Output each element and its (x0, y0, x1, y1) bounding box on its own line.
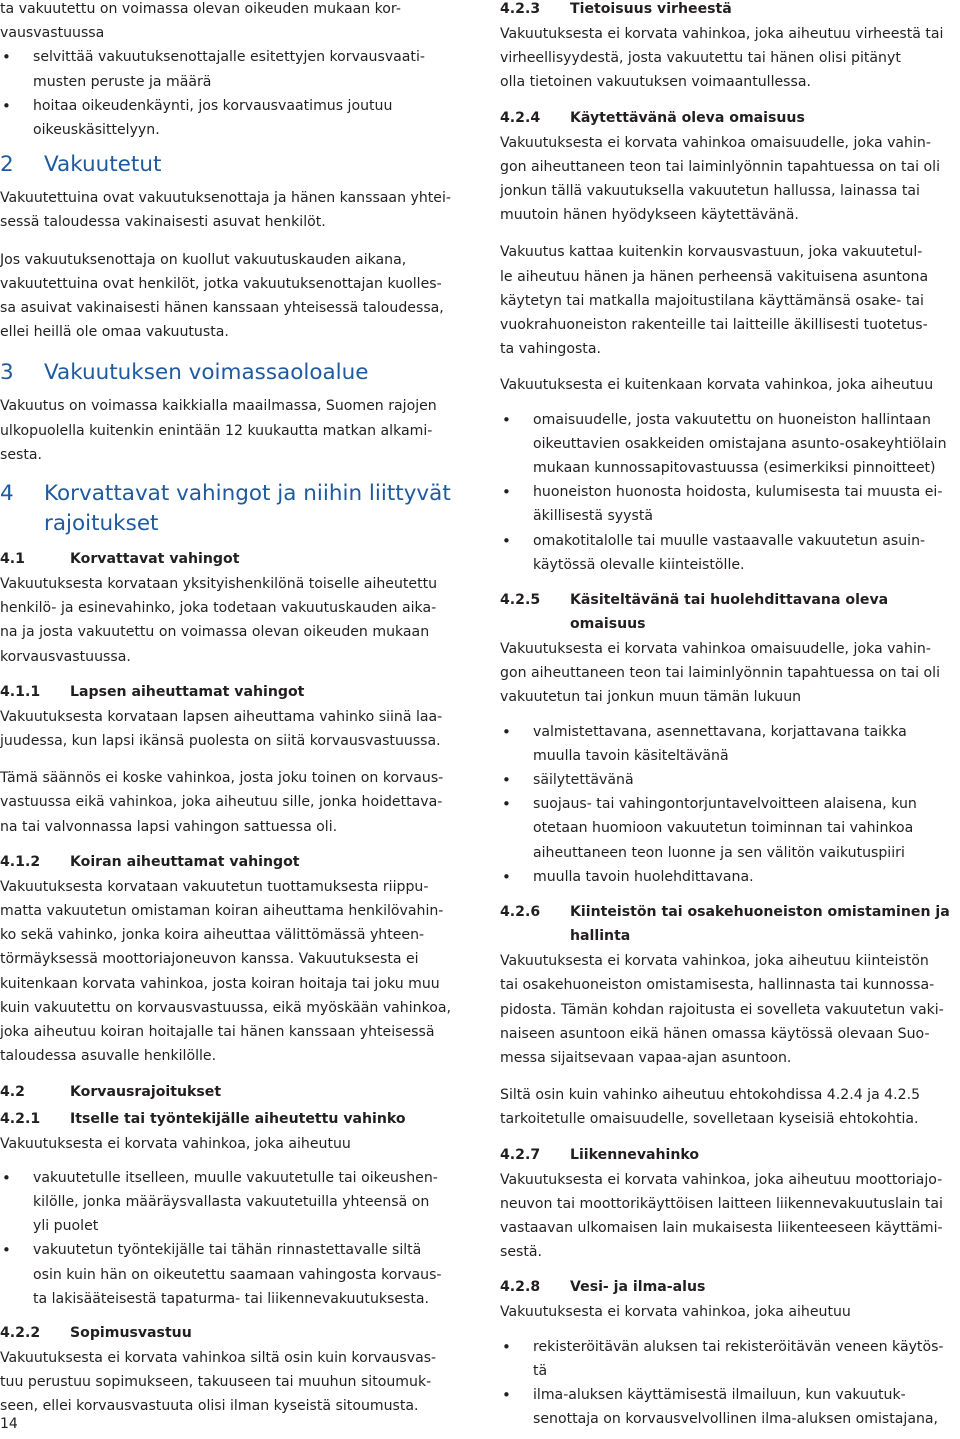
section-heading-3 (0, 358, 462, 388)
subsection-title: Tietoisuus virheestä (570, 1, 732, 17)
subsection-heading-4-2 (0, 1080, 462, 1104)
section-title: Korvattavat vahingot ja niihin liittyvät rajoitukset (44, 481, 451, 537)
subsection-title: Korvausrajoitukset (70, 1083, 222, 1100)
subsection-number: 4.2.8 (500, 1279, 541, 1296)
paragraph: Vakuutuksesta ei korvata vahinkoa, joka aiheutuu (500, 1304, 851, 1321)
subsection-title: Käytettävänä oleva omaisuus (570, 109, 805, 126)
paragraph: Vakuutuksesta ei korvata vahinkoa siltä osin kuin korvausvas- tuu perustuu sopimukseen, takuuseen tai muuhun sitoumuk- seen, ellei korvausvastuuta olisi ilman kyseistä sitoumusta. (0, 1349, 437, 1415)
paragraph: Vakuutuksesta ei kuitenkaan korvata vahinkoa, joka aiheutuu (500, 377, 934, 394)
subsection-heading-4-1-1 (0, 680, 462, 704)
list-item: • rekisteröitävän aluksen tai rekisteröitävän veneen käytös- tä (500, 1335, 960, 1383)
section-number: 4 (0, 481, 14, 507)
subsection-title: Korvattavat vahingot (70, 551, 240, 568)
paragraph: Vakuutuksesta ei korvata vahinkoa, joka aiheutuu virheestä tai virheellisyydestä, josta vakuutettu tai hänen olisi pitänyt olla tietoinen vakuutuksen voimaantullessa. (500, 26, 944, 91)
carryover-line-1: ta vakuutettu on voimassa olevan oikeuden mukaan kor- (0, 1, 401, 17)
section-heading-2 (0, 150, 462, 180)
carryover-line-2: vausvastuussa (0, 25, 105, 42)
paragraph: Vakuutuksesta ei korvata vahinkoa omaisuudelle, joka vahin- gon aiheuttaneen teon tai laiminlyönnin tapahtuessa on tai oli jonkun tällä vakuutuksella vakuutetun hallussa, lainassa tai muutoin hänen hyödykseen käytettävänä. (500, 134, 941, 224)
subsection-heading-4-2-7 (500, 1143, 960, 1167)
bullet-list (0, 1166, 462, 1311)
list-item: • valmistettavana, asennettavana, korjattavana taikka muulla tavoin käsiteltävänä (500, 720, 960, 768)
section-number: 2 (0, 152, 14, 178)
subsection-title: Kiinteistön tai osakehuoneiston omistaminen ja hallinta (570, 904, 950, 945)
subsection-heading-4-1-2 (0, 850, 462, 874)
list-item: • suojaus- tai vahingontorjuntavelvoitteen alaisena, kun otetaan huomioon vakuutetun toiminnan tai vahinkoa aiheuttaneen teon luonne ja sen välitön vaikutuspiiri (500, 792, 960, 865)
paragraph: Vakuutus on voimassa kaikkialla maailmassa, Suomen rajojen ulkopuolella kuitenkin enintään 12 kuukautta matkan alkami- sesta. (0, 398, 437, 463)
paragraph: Vakuutuksesta korvataan lapsen aiheuttama vahinko siinä laa- juudessa, kun lapsi ikänsä puolesta on siitä korvausvastuussa. (0, 708, 443, 750)
subsection-heading-4-2-3 (500, 0, 960, 21)
subsection-number: 4.2.6 (500, 904, 541, 921)
subsection-number: 4.2.1 (0, 1110, 41, 1127)
list-item: • säilytettävänä (500, 768, 960, 792)
paragraph: Tämä säännös ei koske vahinkoa, josta joku toinen on korvaus- vastuussa eikä vahinkoa, joka aiheutuu sille, jonka hoidettava- na tai valvonnassa lapsi vahingon sattuessa oli. (0, 770, 444, 835)
subsection-heading-4-2-6 (500, 900, 960, 948)
paragraph: Vakuutuksesta ei korvata vahinkoa, joka aiheutuu moottoriajo- neuvon tai moottorikäyttöisen laitteen liikennevakuutuslain tai vastaavan ulkomaisen lain mukaisesta liikenteeseen käyttämi- sestä. (500, 1171, 943, 1261)
paragraph: Vakuutuksesta ei korvata vahinkoa omaisuudelle, joka vahin- gon aiheuttaneen teon tai laiminlyönnin tapahtuessa on tai oli vakuutetun tai jonkun muun tämän lukuun (500, 641, 941, 706)
subsection-title: Sopimusvastuu (70, 1324, 192, 1341)
subsection-title: Käsiteltävänä tai huolehdittavana oleva omaisuus (570, 592, 889, 633)
subsection-number: 4.2.7 (500, 1146, 541, 1163)
subsection-heading-4-2-4 (500, 106, 960, 130)
page-number: 14 (0, 1416, 18, 1432)
subsection-number: 4.1.1 (0, 683, 41, 700)
paragraph: Vakuutuksesta korvataan yksityishenkilönä toiselle aiheutettu henkilö- ja esinevahinko, joka todetaan vakuutuskauden aika- na ja josta vakuutettu on voimassa olevan oikeuden mukaan korvausvastuussa. (0, 576, 438, 665)
subsection-title: Itselle tai työntekijälle aiheutettu vahinko (70, 1110, 406, 1127)
subsection-heading-4-2-1 (0, 1107, 462, 1131)
subsection-number: 4.2 (0, 1083, 25, 1100)
subsection-number: 4.2.2 (0, 1324, 41, 1341)
list-item: • ilma-aluksen käyttämisestä ilmailuun, kun vakuutuk- senottaja on korvausvelvollinen ilma-aluksen omistajana, (500, 1383, 960, 1431)
paragraph: Vakuutuksesta ei korvata vahinkoa, joka aiheutuu kiinteistön tai osakehuoneiston omistamisesta, hallinnasta tai kunnossa- pidosta. Tämän kohdan rajoitusta ei sovelleta vakuutetun vaki- naiseen asuntoon eikä hänen omassa käytössä olevaan Suo- messa sijaitsevaan vapaa-ajan asuntoon. (500, 953, 944, 1066)
subsection-heading-4-2-2 (0, 1321, 462, 1345)
section-heading-4 (0, 479, 462, 539)
subsection-title: Liikennevahinko (570, 1146, 700, 1163)
bullet-list (500, 1335, 960, 1432)
list-item: • omakotitalolle tai muulle vastaavalle vakuutetun asuin- käytössä olevalle kiinteistölle. (500, 529, 960, 577)
subsection-title: Koiran aiheuttamat vahingot (70, 853, 300, 870)
list-item: • selvittää vakuutuksenottajalle esitettyjen korvausvaati- musten peruste ja määrä (0, 45, 462, 93)
list-item: • huoneiston huonosta hoidosta, kulumisesta tai muusta ei- äkillisestä syystä (500, 480, 960, 528)
paragraph: Vakuutettuina ovat vakuutuksenottaja ja hänen kanssaan yhtei- sessä taloudessa vakinaisesti asuvat henkilöt. (0, 190, 451, 231)
paragraph: Vakuutuksesta korvataan vakuutetun tuottamuksesta riippu- matta vakuutetun omistaman koiran aiheuttama henkilövahin- ko sekä vahinko, jonka koira aiheuttaa välittömässä yhteen- törmäyksessä moottoriajoneuvon kanssa. Vakuutuksesta ei kuitenkaan korvata vahinkoa, josta koiran hoitaja tai joku muu kuin vakuutettu on korvausvastuussa, eikä myöskään vahinkoa, joka aiheutuu koiran hoitajalle tai hänen kanssaan yhteisessä taloudessa asuvalle henkilölle. (0, 878, 451, 1065)
subsection-heading-4-2-8 (500, 1275, 960, 1299)
paragraph: Vakuutus kattaa kuitenkin korvausvastuun, joka vakuutetul- le aiheutuu hänen ja hänen perheensä vakituisena asuntona käytetyn tai matkalla majoitustilana käyttämänsä osake- tai vuokrahuoneiston rakenteille tai laitteille äkillisesti tuotetus- ta vahingosta. (500, 244, 929, 358)
list-item: • omaisuudelle, josta vakuutettu on huoneiston hallintaan oikeuttavien osakkeiden omistajana asunto-osakeyhtiölain mukaan kunnossapitovastuussa (esimerkiksi pinnoitteet) (500, 408, 960, 481)
bullet-list (500, 720, 960, 889)
bullet-list (500, 408, 960, 577)
subsection-title: Lapsen aiheuttamat vahingot (70, 683, 305, 700)
subsection-title: Vesi- ja ilma-alus (570, 1279, 706, 1296)
paragraph: Vakuutuksesta ei korvata vahinkoa, joka aiheutuu (0, 1135, 351, 1152)
subsection-heading-4-2-5 (500, 588, 960, 636)
list-item: • hoitaa oikeudenkäynti, jos korvausvaatimus joutuu oikeuskäsittelyyn. (0, 94, 462, 142)
section-title: Vakuutetut (44, 152, 162, 178)
right-column (500, 0, 960, 1431)
paragraph: Siltä osin kuin vahinko aiheutuu ehtokohdissa 4.2.4 ja 4.2.5 tarkoitetulle omaisuudelle, sovelletaan kyseisiä ehtokohtia. (500, 1087, 921, 1128)
subsection-number: 4.2.4 (500, 109, 541, 126)
subsection-number: 4.1 (0, 551, 25, 568)
list-item: • vakuutetun työntekijälle tai tähän rinnastettavalle siltä osin kuin hän on oikeutettu saamaan vahingosta korvaus- ta lakisääteisestä tapaturma- tai liikennevakuutuksesta. (0, 1238, 462, 1311)
subsection-number: 4.2.5 (500, 592, 541, 609)
left-column (0, 0, 462, 1419)
list-item: • muulla tavoin huolehdittavana. (500, 865, 960, 889)
list-item: • vakuutetulle itselleen, muulle vakuutetulle tai oikeushen- kilölle, jonka määräysvallasta vakuutetuilla yhteensä on yli puolet (0, 1166, 462, 1239)
section-number: 3 (0, 360, 14, 386)
section-title: Vakuutuksen voimassaoloalue (44, 360, 369, 386)
subsection-number: 4.2.3 (500, 1, 541, 17)
subsection-number: 4.1.2 (0, 853, 41, 870)
paragraph: Jos vakuutuksenottaja on kuollut vakuutuskauden aikana, vakuutettuina ovat henkilöt, jotka vakuutuksenottajan kuolles- sa asuivat vakinaisesti hänen kanssaan yhteisessä taloudessa, ellei heillä ole omaa vakuutusta. (0, 251, 444, 341)
carryover-bullet-list (0, 45, 462, 142)
subsection-heading-4-1 (0, 547, 462, 571)
